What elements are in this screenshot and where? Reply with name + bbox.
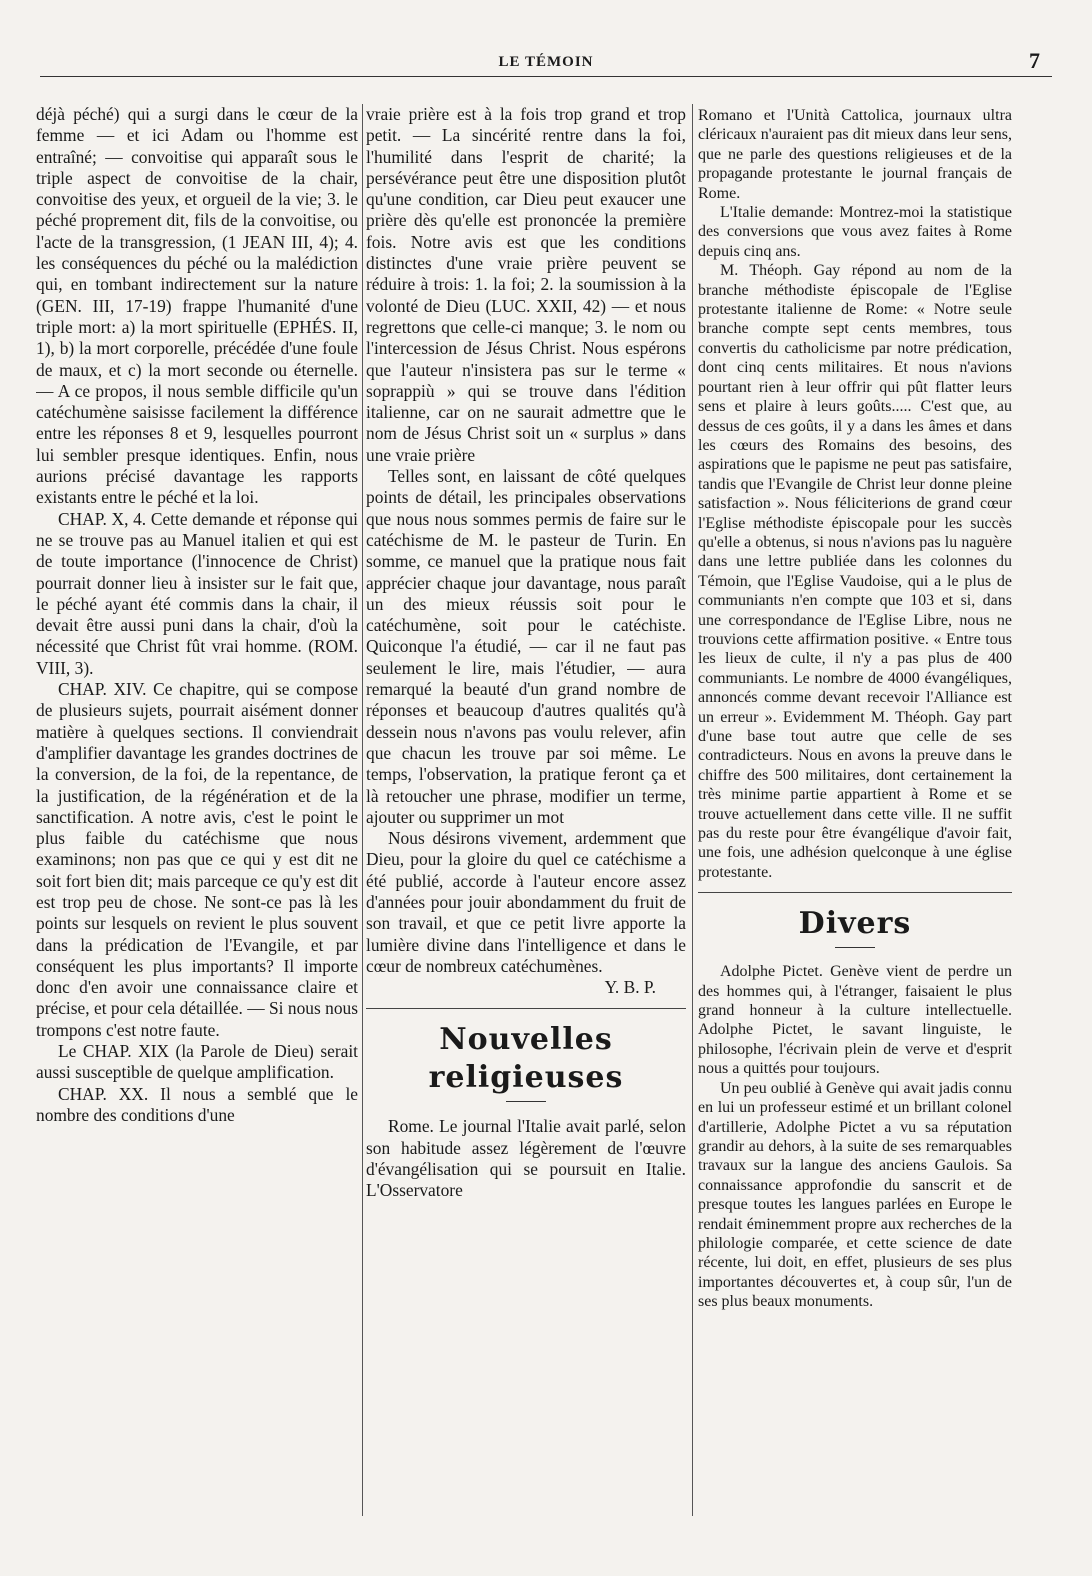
page-number: 7 xyxy=(1029,48,1040,73)
paragraph: Nous désirons vivement, ardemment que Dieu, pour la gloire du quel ce catéchisme a été publié, accorde à l'auteur encore assez d'années pour jouir abondamment du fruit de son travail, et que ce petit livre apporte la lumière divine dans l'intelligence et dans le cœur de nombreux catéchumènes. xyxy=(366,828,686,976)
paragraph: Rome. Le journal l'Italie avait parlé, selon son habitude assez légèrement de l'œuvre d'évangélisation qui se poursuit en Italie. L'Osservatore xyxy=(366,1116,686,1201)
column-left xyxy=(36,104,358,1556)
masthead-title: LE TÉMOIN xyxy=(498,54,594,70)
paragraph: déjà péché) qui a surgi dans le cœur de la femme — et ici Adam ou l'homme est entraîné; — convoitise qui apparaît sous le triple aspect de convoitise de la chair, convoitise des yeux, et orgueil de la vie; 3. le péché proprement dit, fils de la convoitise, ou l'acte de la transgression, (1 JEAN III, 4); 4. les conséquences du péché ou la malédiction qui, en tombant indirectement sur la nature (GEN. III, 17-19) frappe l'humanité d'une triple mort: a) la mort spirituelle (EPHÉS. II, 1), b) la mort corporelle, précédée d'une foule de maux, et c) la mort seconde ou éternelle. — A ce propos, il nous semble difficile qu'un catéchumène saisisse facilement la différence entre les réponses 8 et 9, lesquelles pourront lui sembler presque identiques. Enfin, nous aurions précisé davantage les rapports existants entre le péché et la loi. xyxy=(36,104,358,508)
section-divider xyxy=(366,1008,686,1009)
column-right xyxy=(698,106,1012,1556)
section-title-nouvelles: Nouvelles religieuses xyxy=(428,1022,624,1096)
paragraph: Adolphe Pictet. Genève vient de perdre un des hommes qui, à l'étranger, faisaient le plus grand honneur à la culture intellectuelle. Adolphe Pictet, le savant linguiste, le philosophe, l'écrivain plein de verve et d'esprit nous a quittés pour toujours. xyxy=(698,963,1012,1078)
paragraph: CHAP. XIV. Ce chapitre, qui se compose de plusieurs sujets, pourrait aisément donner matière à quelques sections. Il conviendrait d'amplifier davantage les grandes doctrines de la conversion, de la foi, de la repentance, de la justification, de la régénération et de la sanctification. A notre avis, c'est le point le plus faible du catéchisme que nous examinons; non pas que ce qui y est dit ne soit fort bien dit; mais parceque ce qu'y est dit est trop peu de chose. Ne sont-ce pas là les points sur lesquels on revient le plus souvent dans la prédication de l'Evangile, et par conséquent les plus importants? Il importe donc d'en avoir une connaissance claire et précise, et pour cela détaillée. — Si nous nous trompons c'est notre faute. xyxy=(36,679,358,1040)
column-divider xyxy=(362,104,363,1516)
title-rule xyxy=(835,947,875,948)
page-header xyxy=(40,48,1052,77)
paragraph: Telles sont, en laissant de côté quelques points de détail, les principales observations que nous nous sommes permis de faire sur le catéchisme de M. le pasteur de Turin. En somme, ce manuel que la pratique nous fait apprécier chaque jour davantage, nous paraît un des mieux réussis soit pour le catéchumène, soit pour le catéchiste. Quiconque l'a étudié, — car il ne faut pas seulement le lire, mais l'étudier, — aura remarqué la beauté d'un grand nombre de réponses et beaucoup d'autres qualités qu'à dessein nous n'avons pas voulu relever, afin que chacun les trouve par soi même. Le temps, l'observation, la pratique feront ça et là retoucher une phrase, modifier un terme, ajouter ou supprimer un mot xyxy=(366,466,686,827)
column-divider xyxy=(692,104,693,1516)
paragraph: Un peu oublié à Genève qui avait jadis connu en lui un professeur estimé et un brillant colonel d'artillerie, Adolphe Pictet a vu sa réputation grandir au dehors, à la suite de ses remarquables travaux sur la langue des anciens Gaulois. Sa connaissance approfondie du sanscrit et de presque toutes les langues parlées en Europe le rendait éminemment propre aux recherches de la philologie comparée, et cette science de date récente, lui doit, en effet, plusieurs de ses plus importantes découvertes et, à coup sûr, l'un de ses plus beaux monuments. xyxy=(698,1079,1012,1311)
title-rule xyxy=(506,1101,546,1102)
paragraph: M. Théoph. Gay répond au nom de la branche méthodiste épiscopale de l'Eglise protestante italienne de Rome: « Notre seule branche compte sept cents membres, tous convertis du catholicisme par notre prédication, dont cinq cents militaires. Et nous n'avions pourtant rien à leur offrir qui pût flatter leurs sens et plaire à leurs goûts..... C'est que, au dessus de ces goûts, il y a dans les âmes et dans les cœurs des Romains des besoins, des aspirations que le papisme ne peut pas satisfaire, tandis que l'Evangile de Christ leur donne pleine satisfaction ». Nous féliciterions de grand cœur l'Eglise méthodiste épiscopale pour les succès qu'elle a obtenus, si nous n'avions pas lu naguère dans une lettre publiée dans les colonnes du Témoin, que l'Eglise Vaudoise, qui a le plus de communiants n'en compte que 103 et si, dans une correspondance de l'Eglise Libre, nous ne trouvions cette affirmation positive. « Entre tous les lieux de culte, il n'y a pas plus de 400 communiants. Le nombre de 4000 évangéliques, annoncés comme devant recevoir l'Alliance est un erreur ». Evidemment M. Théoph. Gay part d'une base tout autre que celle de ses contradicteurs. Nous en avons la preuve dans le chiffre des 500 militaires, dont certainement la très minime partie appartient à Rome et se trouve actuellement dans cette ville. Il ne suffit pas du reste pour être évangélique d'avoir fait, une fois, une adhésion quelconque à une église protestante. xyxy=(698,262,1012,881)
column-middle xyxy=(366,104,686,1556)
section-title-divers: Divers xyxy=(798,906,912,942)
paragraph: CHAP. XX. Il nous a semblé que le nombre des conditions d'une xyxy=(36,1083,358,1125)
author-signature: Y. B. P. xyxy=(604,977,656,998)
paragraph: CHAP. X, 4. Cette demande et réponse qui ne se trouve pas au Manuel italien et qui est de toute importance (l'innocence de Christ) pourrait donner lieu à insister sur le fait que, le péché ayant été commis dans la chair, il devait être aussi puni dans la chair, d'où la nécessité que Christ fût vrai homme. (ROM. VIII, 3). xyxy=(36,508,358,678)
paragraph: vraie prière est à la fois trop grand et trop petit. — La sincérité rentre dans la foi, l'humilité dans l'esprit de charité; la persévérance peut être une disposition plutôt qu'une condition, car Dieu peut exaucer une prière dès qu'elle est prononcée la première fois. Notre avis est que les conditions distinctes d'une vraie prière peuvent se réduire à trois: 1. la foi; 2. la soumission à la volonté de Dieu (LUC. XXII, 42) — et nous regrettons que celle-ci manque; 3. le nom ou l'intercession de Jésus Christ. Nous espérons que l'auteur n'insistera pas sur le terme « soprappiù » qui se trouve dans l'édition italienne, car on ne saurait admettre que le nom de Jésus Christ soit un « surplus » dans une vraie prière xyxy=(366,104,686,465)
paragraph: Romano et l'Unità Cattolica, journaux ultra cléricaux n'auraient pas dit mieux dans leur sens, que ne parle des questions religieuses et de la propagande protestante le journal français de Rome. xyxy=(698,107,1012,202)
paragraph: L'Italie demande: Montrez-moi la statistique des conversions que vous avez faites à Rome depuis cinq ans. xyxy=(698,204,1012,260)
section-divider xyxy=(698,892,1012,893)
paragraph: Le CHAP. XIX (la Parole de Dieu) serait aussi susceptible de quelque amplification. xyxy=(36,1041,358,1083)
